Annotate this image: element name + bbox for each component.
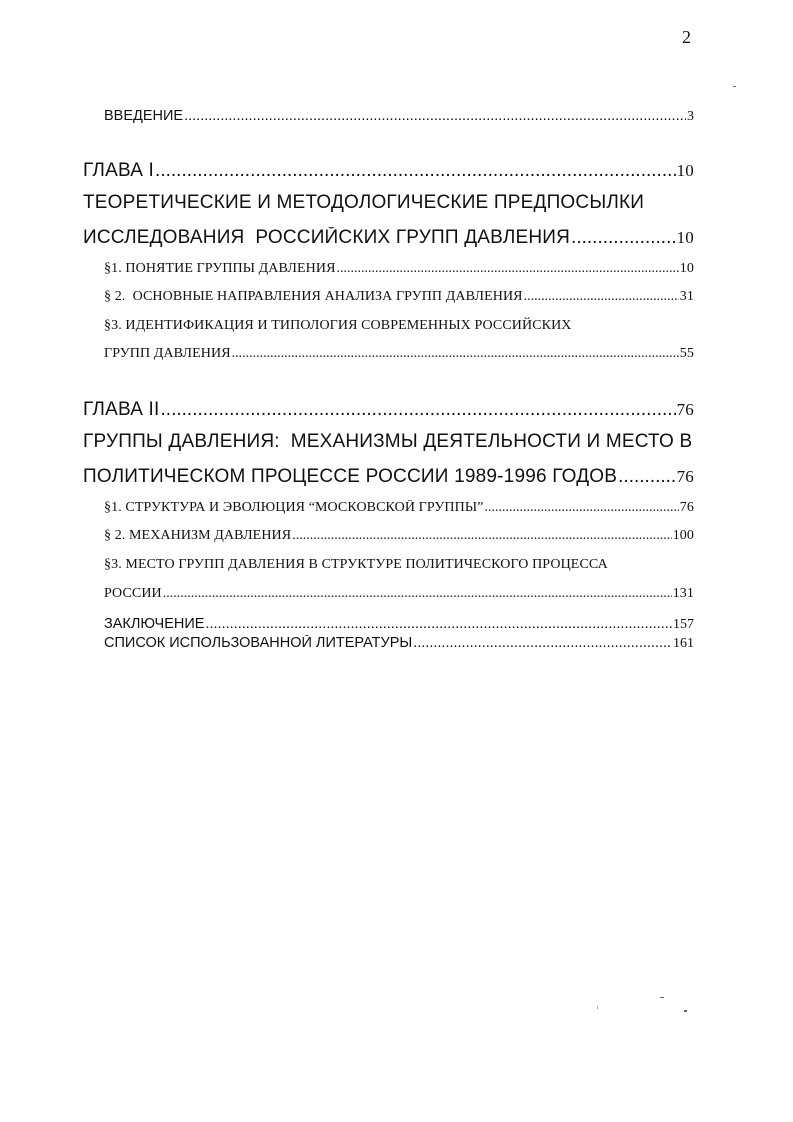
chapter-2-title-line-1: ГРУППЫ ДАВЛЕНИЯ: МЕХАНИЗМЫ ДЕЯТЕЛЬНОСТИ И МЕСТО В [83,431,693,452]
toc-entry-page: 131 [672,586,694,601]
toc-entry-introduction[interactable] [104,108,694,125]
toc-entry-section-1-2[interactable] [104,289,694,305]
toc-entry-label: РОССИИ [104,586,162,601]
toc-entry-section-1-1[interactable] [104,261,694,277]
toc-entry-chapter-2[interactable] [83,399,694,421]
dot-leader [155,160,676,182]
scan-speck [733,86,736,87]
scan-speck [597,1006,598,1009]
toc-entry-page: 10 [676,228,694,247]
section-2-3-title-line-1[interactable]: §3. МЕСТО ГРУПП ДАВЛЕНИЯ В СТРУКТУРЕ ПОЛИТИЧЕСКОГО ПРОЦЕССА [104,557,608,572]
toc-entry-page: 100 [672,528,694,543]
toc-entry-page: 157 [673,617,694,632]
toc-entry-label: ПОЛИТИЧЕСКОМ ПРОЦЕССЕ РОССИИ 1989-1996 ГОДОВ [83,466,618,487]
toc-entry-section-1-3[interactable] [104,346,694,362]
toc-entry-label: ИССЛЕДОВАНИЯ РОССИЙСКИХ ГРУПП ДАВЛЕНИЯ [83,227,571,248]
dot-leader [337,261,679,277]
toc-entry-label: ГРУПП ДАВЛЕНИЯ [104,346,231,361]
toc-entry-section-2-1[interactable] [104,500,694,516]
toc-entry-section-2-2[interactable] [104,528,694,544]
dot-leader [524,289,679,305]
dot-leader [205,616,672,632]
scan-speck [684,1010,687,1012]
dot-leader [484,500,678,516]
dot-leader [232,346,679,362]
dot-leader [184,108,686,124]
dot-leader [618,466,675,488]
toc-entry-label: ЗАКЛЮЧЕНИЕ [104,616,205,632]
dot-leader [163,586,672,602]
dot-leader [413,635,672,651]
dot-leader [571,227,676,249]
toc-entry-label: ГЛАВА II [83,399,160,420]
toc-entry-chapter-1-title[interactable] [83,227,694,249]
scan-speck [660,997,664,998]
toc-entry-label: §1. СТРУКТУРА И ЭВОЛЮЦИЯ “МОСКОВСКОЙ ГРУППЫ” [104,500,484,515]
dot-leader [292,528,672,544]
toc-entry-chapter-1[interactable] [83,160,694,182]
toc-entry-label: § 2. МЕХАНИЗМ ДАВЛЕНИЯ [104,528,292,543]
toc-entry-page: 55 [679,346,694,361]
toc-entry-page: 3 [687,109,694,124]
toc-entry-conclusion[interactable] [104,616,694,633]
toc-entry-page: 161 [673,636,694,651]
toc-entry-label: ГЛАВА I [83,160,155,181]
toc-entry-page: 10 [676,161,694,180]
toc-entry-chapter-2-title[interactable] [83,466,694,488]
toc-entry-label: § 2. ОСНОВНЫЕ НАПРАВЛЕНИЯ АНАЛИЗА ГРУПП ДАВЛЕНИЯ [104,289,523,304]
toc-entry-section-2-3[interactable] [104,586,694,602]
toc-entry-label: ВВЕДЕНИЕ [104,108,184,124]
chapter-1-title-line-1: ТЕОРЕТИЧЕСКИЕ И МЕТОДОЛОГИЧЕСКИЕ ПРЕДПОСЫЛКИ [83,192,645,213]
toc-entry-page: 76 [676,400,694,419]
toc-entry-label: §1. ПОНЯТИЕ ГРУППЫ ДАВЛЕНИЯ [104,261,336,276]
toc-entry-page: 31 [679,289,694,304]
toc-entry-page: 76 [679,500,694,515]
page-number: 2 [682,27,691,47]
dot-leader [161,399,676,421]
toc-entry-bibliography[interactable] [104,635,694,652]
toc-entry-page: 10 [679,261,694,276]
toc-entry-page: 76 [676,467,694,486]
section-1-3-title-line-1[interactable]: §3. ИДЕНТИФИКАЦИЯ И ТИПОЛОГИЯ СОВРЕМЕННЫХ РОССИЙСКИХ [104,318,572,333]
toc-entry-label: СПИСОК ИСПОЛЬЗОВАННОЙ ЛИТЕРАТУРЫ [104,635,413,651]
